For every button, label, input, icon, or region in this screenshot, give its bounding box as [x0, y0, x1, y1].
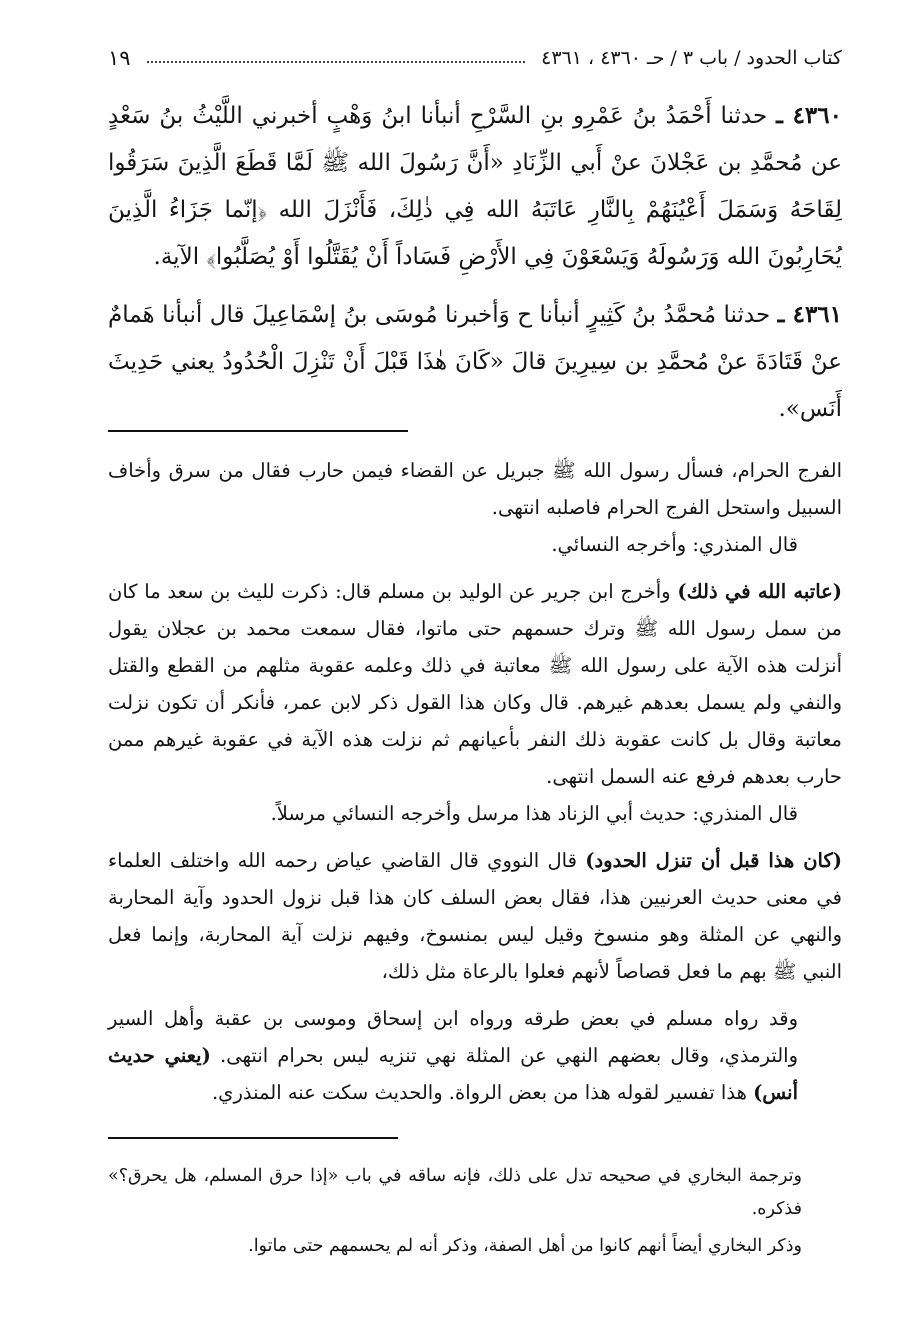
commentary-paragraph	[108, 842, 842, 990]
footnote-divider	[108, 1137, 398, 1139]
commentary-paragraph: الفرج الحرام، فسأل رسول الله ﷺ جبريل عن القضاء فيمن حارب فقال من سرق وأخاف السبيل واستحل الفرج الحرام فاصلبه انتهى.	[108, 459, 842, 519]
footnote: وذكر البخاري أيضاً أنهم كانوا من أهل الصفة، وذكر أنه لم يحسمهم حتى ماتوا.	[248, 1236, 802, 1256]
commentary	[108, 452, 842, 1111]
hadith-text: حدثنا أَحْمَدُ بنُ عَمْرِو بنِ السَّرْحِ أنبأنا ابنُ وَهْبٍ أخبرني اللَّيْثُ بنُ سَعْدٍ عن مُحمَّدِ بن عَجْلانَ عنْ أَبي الزِّنَادِ «أَنَّ رَسُولَ الله ﷺ لَمَّا قَطَعَ الَّذِينَ سَرَقُوا لِقَاحَهُ وَسَمَلَ أَعْيُنَهُمْ بِالنَّارِ عَاتَبَهُ الله فِي ذٰلِكَ، فَأَنْزَلَ الله ﴿إنّما جَزَاءُ الَّذِينَ يُحَارِبُونَ الله وَرَسُولَهُ وَيَسْعَوْنَ فِي الأَرْضِ فَسَاداً أَنْ يُقَتَّلُوا أَوْ يُصَلَّبُوا﴾ الآية.	[108, 103, 842, 270]
lemma-heading: (كان هذا قبل أن تنزل الحدود)	[585, 849, 842, 872]
header-dot-leader	[147, 61, 526, 63]
commentary-text: قال النووي قال القاضي عياض رحمه الله واختلف العلماء في معنى حديث العرنيين هذا، فقال بعض السلف كان هذا قبل نزول الحدود وآية المحاربة والنهي عن المثلة وهو منسوخ وقيل ليس بمنسوخ، وفيهم نزلت آية المحاربة، وإنما فعل النبي ﷺ بهم ما فعل قصاصاً لأنهم فعلوا بالرعاة مثل ذلك،	[108, 849, 842, 983]
page-header	[108, 40, 842, 76]
commentary-text: وأخرج ابن جرير عن الوليد بن مسلم قال: ذكرت لليث بن سعد ما كان من سمل رسول الله ﷺ وترك حسمهم حتى ماتوا، فقال سمعت محمد بن عجلان يقول أنزلت هذه الآية على رسول الله ﷺ معاتبة في ذلك وعلمه عقوبة مثلهم من القطع والقتل والنفي ولم يسمل بعدهم غيرهم. قال وكان هذا القول ذكر لابن عمر، فأنكر أن تكون نزلت معاتبة وقال بل كانت عقوبة ذلك النفر بأعيانهم ثم نزلت هذه الآية في عقوبة غيرهم ممن حارب بعدهم فرفع عنه السمل انتهى.	[108, 580, 842, 788]
hadith-number: ٤٣٦٠ ـ	[776, 102, 842, 129]
footnote: وترجمة البخاري في صحيحه تدل على ذلك، فإنه ساقه في باب «إذا حرق المسلم، هل يحرق؟» فذكره.	[108, 1166, 802, 1219]
hadith-4361	[108, 291, 842, 433]
page-number: ١٩	[108, 46, 131, 70]
commentary-paragraph	[108, 1000, 842, 1111]
mundhiri-note: قال المنذري: وأخرجه النسائي.	[551, 533, 798, 556]
running-title: كتاب الحدود / باب ٣ / حـ ٤٣٦٠ ، ٤٣٦١	[541, 47, 842, 69]
main-text	[108, 92, 842, 443]
section-divider	[108, 430, 408, 432]
mundhiri-note: قال المنذري: حديث أبي الزناد هذا مرسل وأخرجه النسائي مرسلاً.	[270, 802, 798, 825]
hadith-number: ٤٣٦١ ـ	[777, 301, 843, 328]
commentary-text: وقد رواه مسلم في بعض طرقه ورواه ابن إسحاق وموسى بن عقبة وأهل السير والترمذي، وقال بعضهم النهي عن المثلة نهي تنزيه ليس بحرام انتهى.	[108, 1007, 799, 1067]
hadith-text: حدثنا مُحمَّدُ بنُ كَثِيرٍ أنبأنا ح وَأخبرنا مُوسَى بنُ إسْمَاعِيلَ قال أنبأنا هَمامٌ عنْ قَتَادَةَ عنْ مُحمَّدِ بن سِيرِينَ قالَ «كَانَ هٰذَا قَبْلَ أَنْ تَنْزِلَ الْحُدُودُ يعني حَدِيثَ أَنَس».	[108, 302, 842, 422]
lemma-heading: (يعني حديث أنس)	[108, 1044, 798, 1104]
hadith-4360	[108, 92, 842, 281]
commentary-paragraph	[108, 573, 842, 795]
lemma-heading: (عاتبه الله في ذلك)	[677, 580, 842, 603]
footnotes	[108, 1160, 842, 1267]
commentary-text: هذا تفسير لقوله هذا من بعض الرواة. والحديث سكت عنه المنذري.	[211, 1081, 754, 1104]
